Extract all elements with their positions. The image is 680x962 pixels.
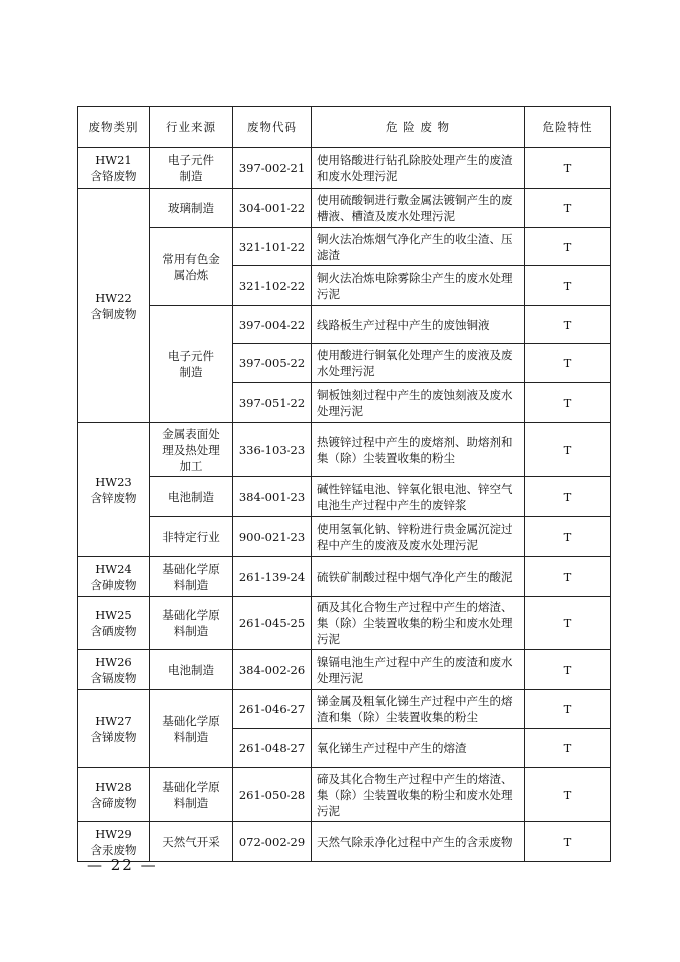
header-waste: 危 险 废 物 bbox=[312, 107, 525, 148]
code-cell: 261-050-28 bbox=[233, 768, 312, 822]
category-cell: HW27 含锑废物 bbox=[78, 690, 150, 768]
table-row bbox=[78, 423, 611, 477]
description-cell: 氧化锑生产过程中产生的熔渣 bbox=[312, 729, 525, 768]
code-cell: 397-005-22 bbox=[233, 344, 312, 383]
table-row bbox=[78, 306, 611, 344]
industry-cell: 电子元件 制造 bbox=[150, 148, 233, 189]
industry-cell: 基础化学原 料制造 bbox=[150, 597, 233, 650]
industry-cell: 电池制造 bbox=[150, 477, 233, 517]
property-cell: T bbox=[525, 148, 611, 189]
table-row bbox=[78, 690, 611, 729]
description-cell: 使用氢氧化钠、锌粉进行贵金属沉淀过程中产生的废液及废水处理污泥 bbox=[312, 517, 525, 557]
code-cell: 397-002-21 bbox=[233, 148, 312, 189]
property-cell: T bbox=[525, 228, 611, 266]
description-cell: 线路板生产过程中产生的废蚀铜液 bbox=[312, 306, 525, 344]
category-cell: HW28 含碲废物 bbox=[78, 768, 150, 822]
header-code: 废物代码 bbox=[233, 107, 312, 148]
property-cell: T bbox=[525, 189, 611, 228]
property-cell: T bbox=[525, 423, 611, 477]
description-cell: 使用酸进行铜氧化处理产生的废液及废水处理污泥 bbox=[312, 344, 525, 383]
hazardous-waste-table bbox=[77, 106, 611, 862]
property-cell: T bbox=[525, 306, 611, 344]
description-cell: 铜火法冶炼电除雾除尘产生的废水处理污泥 bbox=[312, 266, 525, 306]
table-row bbox=[78, 189, 611, 228]
property-cell: T bbox=[525, 690, 611, 729]
description-cell: 镍镉电池生产过程中产生的废渣和废水处理污泥 bbox=[312, 650, 525, 690]
code-cell: 261-139-24 bbox=[233, 557, 312, 597]
property-cell: T bbox=[525, 477, 611, 517]
description-cell: 热镀锌过程中产生的废熔剂、助熔剂和集（除）尘装置收集的粉尘 bbox=[312, 423, 525, 477]
table-row bbox=[78, 557, 611, 597]
property-cell: T bbox=[525, 517, 611, 557]
property-cell: T bbox=[525, 383, 611, 423]
description-cell: 天然气除汞净化过程中产生的含汞废物 bbox=[312, 822, 525, 862]
description-cell: 使用硫酸铜进行敷金属法镀铜产生的废槽液、槽渣及废水处理污泥 bbox=[312, 189, 525, 228]
description-cell: 碱性锌锰电池、锌氧化银电池、锌空气电池生产过程中产生的废锌浆 bbox=[312, 477, 525, 517]
industry-cell: 电子元件 制造 bbox=[150, 306, 233, 423]
industry-cell: 基础化学原 料制造 bbox=[150, 768, 233, 822]
industry-cell: 非特定行业 bbox=[150, 517, 233, 557]
code-cell: 384-001-23 bbox=[233, 477, 312, 517]
description-cell: 硫铁矿制酸过程中烟气净化产生的酸泥 bbox=[312, 557, 525, 597]
property-cell: T bbox=[525, 266, 611, 306]
code-cell: 321-101-22 bbox=[233, 228, 312, 266]
industry-cell: 金属表面处 理及热处理 加工 bbox=[150, 423, 233, 477]
industry-cell: 常用有色金 属冶炼 bbox=[150, 228, 233, 306]
table-row bbox=[78, 228, 611, 266]
table-row bbox=[78, 597, 611, 650]
description-cell: 使用铬酸进行钻孔除胶处理产生的废渣和废水处理污泥 bbox=[312, 148, 525, 189]
industry-cell: 玻璃制造 bbox=[150, 189, 233, 228]
table-row bbox=[78, 768, 611, 822]
header-property: 危险特性 bbox=[525, 107, 611, 148]
property-cell: T bbox=[525, 729, 611, 768]
table-row bbox=[78, 650, 611, 690]
category-cell: HW26 含镉废物 bbox=[78, 650, 150, 690]
code-cell: 900-021-23 bbox=[233, 517, 312, 557]
property-cell: T bbox=[525, 344, 611, 383]
category-cell: HW29 含汞废物 bbox=[78, 822, 150, 862]
code-cell: 072-002-29 bbox=[233, 822, 312, 862]
table-row bbox=[78, 477, 611, 517]
code-cell: 384-002-26 bbox=[233, 650, 312, 690]
page-number: — 22 — bbox=[87, 856, 158, 874]
category-cell: HW25 含硒废物 bbox=[78, 597, 150, 650]
category-cell: HW22 含铜废物 bbox=[78, 189, 150, 423]
code-cell: 336-103-23 bbox=[233, 423, 312, 477]
code-cell: 261-048-27 bbox=[233, 729, 312, 768]
industry-cell: 基础化学原 料制造 bbox=[150, 690, 233, 768]
table-header-row bbox=[78, 107, 611, 148]
code-cell: 397-051-22 bbox=[233, 383, 312, 423]
description-cell: 碲及其化合物生产过程中产生的熔渣、集（除）尘装置收集的粉尘和废水处理污泥 bbox=[312, 768, 525, 822]
description-cell: 铜板蚀刻过程中产生的废蚀刻液及废水处理污泥 bbox=[312, 383, 525, 423]
code-cell: 261-046-27 bbox=[233, 690, 312, 729]
code-cell: 321-102-22 bbox=[233, 266, 312, 306]
property-cell: T bbox=[525, 597, 611, 650]
category-cell: HW23 含锌废物 bbox=[78, 423, 150, 557]
industry-cell: 基础化学原 料制造 bbox=[150, 557, 233, 597]
description-cell: 硒及其化合物生产过程中产生的熔渣、集（除）尘装置收集的粉尘和废水处理污泥 bbox=[312, 597, 525, 650]
category-cell: HW21 含铬废物 bbox=[78, 148, 150, 189]
header-category: 废物类别 bbox=[78, 107, 150, 148]
table-row bbox=[78, 148, 611, 189]
property-cell: T bbox=[525, 768, 611, 822]
property-cell: T bbox=[525, 557, 611, 597]
property-cell: T bbox=[525, 822, 611, 862]
category-cell: HW24 含砷废物 bbox=[78, 557, 150, 597]
industry-cell: 电池制造 bbox=[150, 650, 233, 690]
code-cell: 261-045-25 bbox=[233, 597, 312, 650]
industry-cell: 天然气开采 bbox=[150, 822, 233, 862]
table-row bbox=[78, 517, 611, 557]
code-cell: 397-004-22 bbox=[233, 306, 312, 344]
code-cell: 304-001-22 bbox=[233, 189, 312, 228]
property-cell: T bbox=[525, 650, 611, 690]
description-cell: 铜火法冶炼烟气净化产生的收尘渣、压滤渣 bbox=[312, 228, 525, 266]
header-industry: 行业来源 bbox=[150, 107, 233, 148]
description-cell: 锑金属及粗氧化锑生产过程中产生的熔渣和集（除）尘装置收集的粉尘 bbox=[312, 690, 525, 729]
